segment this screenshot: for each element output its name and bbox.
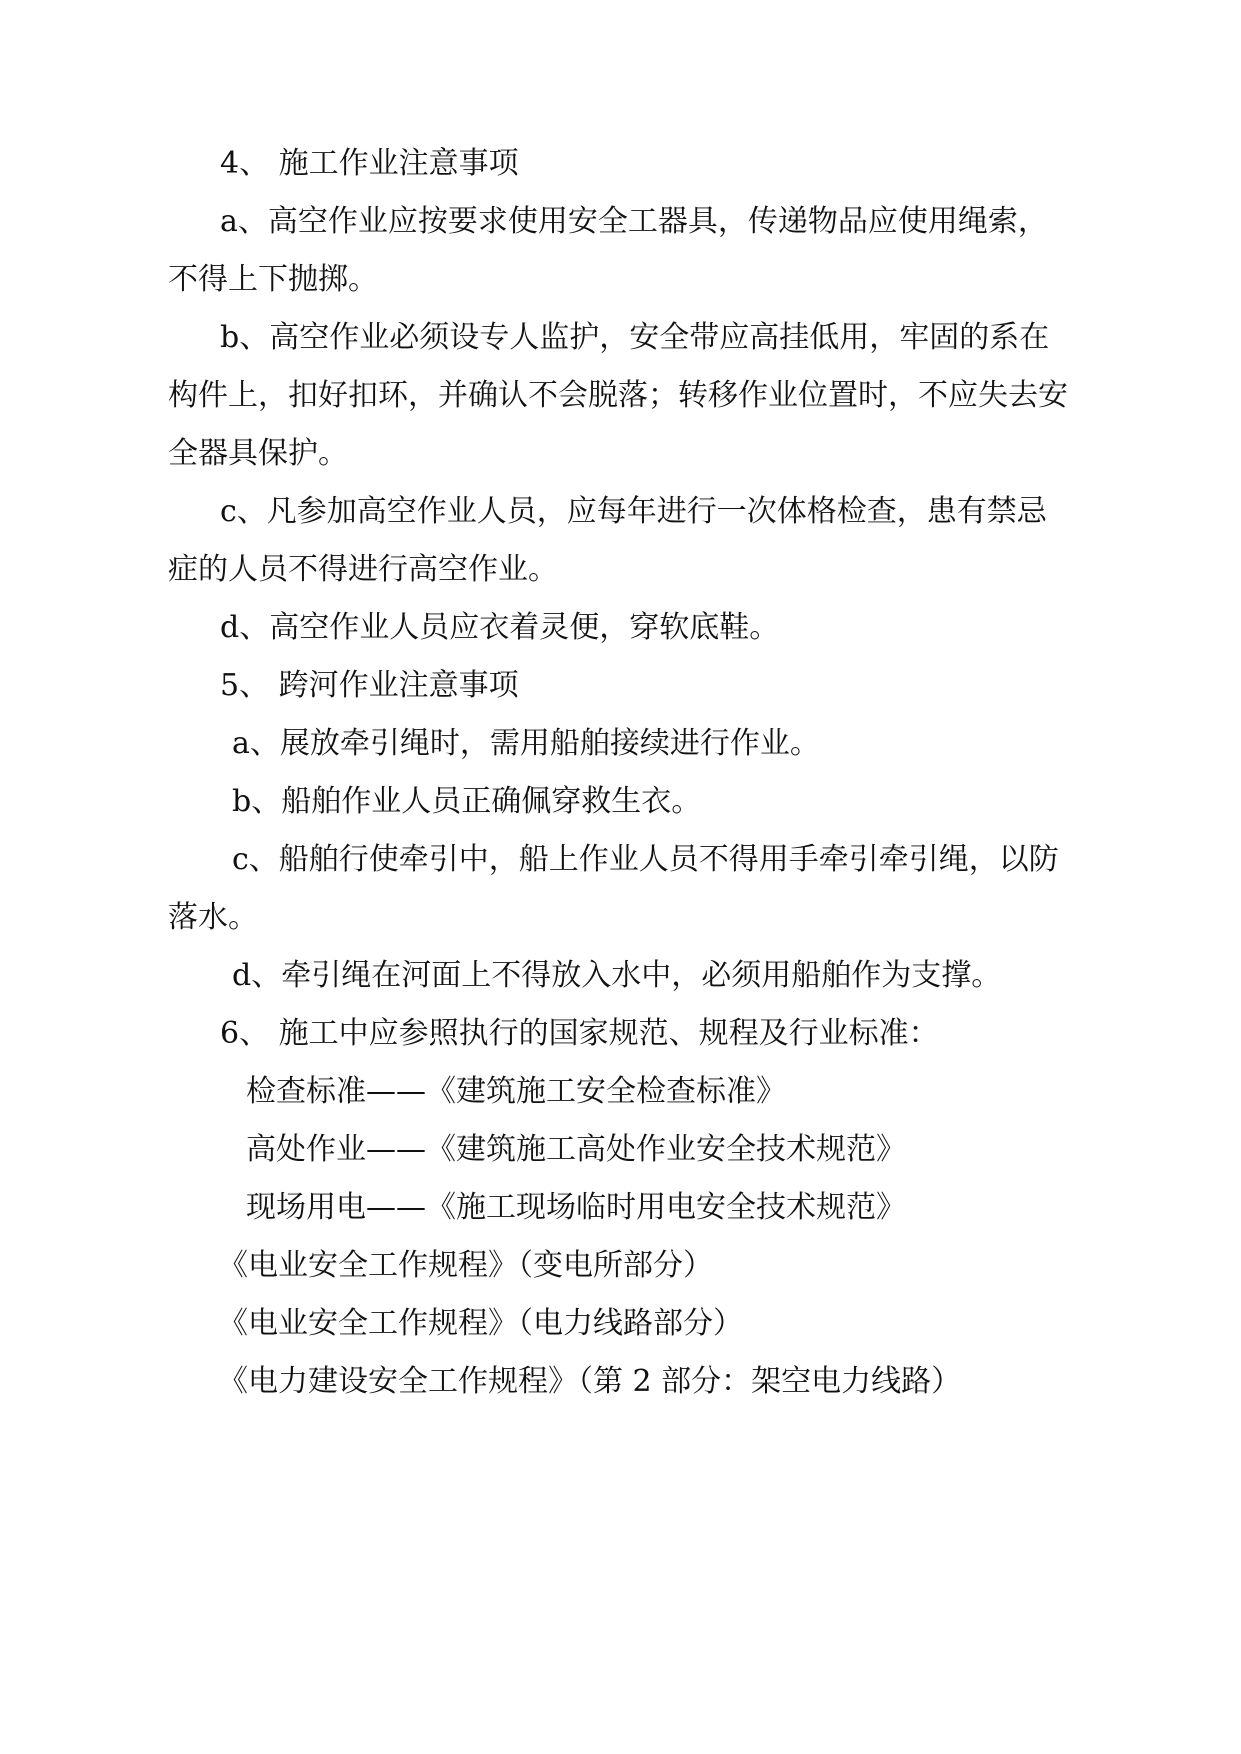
section-5-heading: 5、 跨河作业注意事项	[220, 668, 519, 703]
section-4-item-c-line-2: 症的人员不得进行高空作业。	[168, 552, 558, 587]
section-4-item-b-line-3: 全器具保护。	[168, 436, 348, 471]
regulation-power-line: 《电业安全工作规程》（电力线路部分）	[218, 1306, 743, 1341]
regulation-overhead-line: 《电力建设安全工作规程》（第 2 部分：架空电力线路）	[218, 1364, 962, 1399]
section-4-item-b-line-2: 构件上，扣好扣环，并确认不会脱落；转移作业位置时，不应失去安	[168, 378, 1068, 413]
standard-site-electricity: 现场用电——《施工现场临时用电安全技术规范》	[246, 1190, 906, 1225]
section-4-item-c-line-1: c、凡参加高空作业人员，应每年进行一次体格检查，患有禁忌	[220, 494, 1047, 529]
section-5-item-d: d、牵引绳在河面上不得放入水中，必须用船舶作为支撑。	[232, 958, 1002, 993]
section-4-item-a-line-2: 不得上下抛掷。	[168, 262, 378, 297]
section-4-item-b-line-1: b、高空作业必须设专人监护，安全带应高挂低用，牢固的系在	[220, 320, 1050, 355]
section-5-item-c-line-1: c、船舶行使牵引中，船上作业人员不得用手牵引牵引绳，以防	[232, 842, 1059, 877]
section-5-item-b: b、船舶作业人员正确佩穿救生衣。	[232, 784, 702, 819]
standard-work-at-height: 高处作业——《建筑施工高处作业安全技术规范》	[246, 1132, 906, 1167]
section-4-item-d: d、高空作业人员应衣着灵便，穿软底鞋。	[220, 610, 780, 645]
section-5-item-a: a、展放牵引绳时，需用船舶接续进行作业。	[232, 726, 820, 761]
section-4-heading: 4、 施工作业注意事项	[220, 146, 519, 181]
section-4-item-a-line-1: a、高空作业应按要求使用安全工器具，传递物品应使用绳索，	[220, 204, 1048, 239]
section-6-heading: 6、 施工中应参照执行的国家规范、规程及行业标准：	[220, 1016, 939, 1051]
section-5-item-c-line-2: 落水。	[168, 900, 258, 935]
regulation-substation: 《电业安全工作规程》（变电所部分）	[218, 1248, 713, 1283]
standard-inspection: 检查标准——《建筑施工安全检查标准》	[246, 1074, 786, 1109]
